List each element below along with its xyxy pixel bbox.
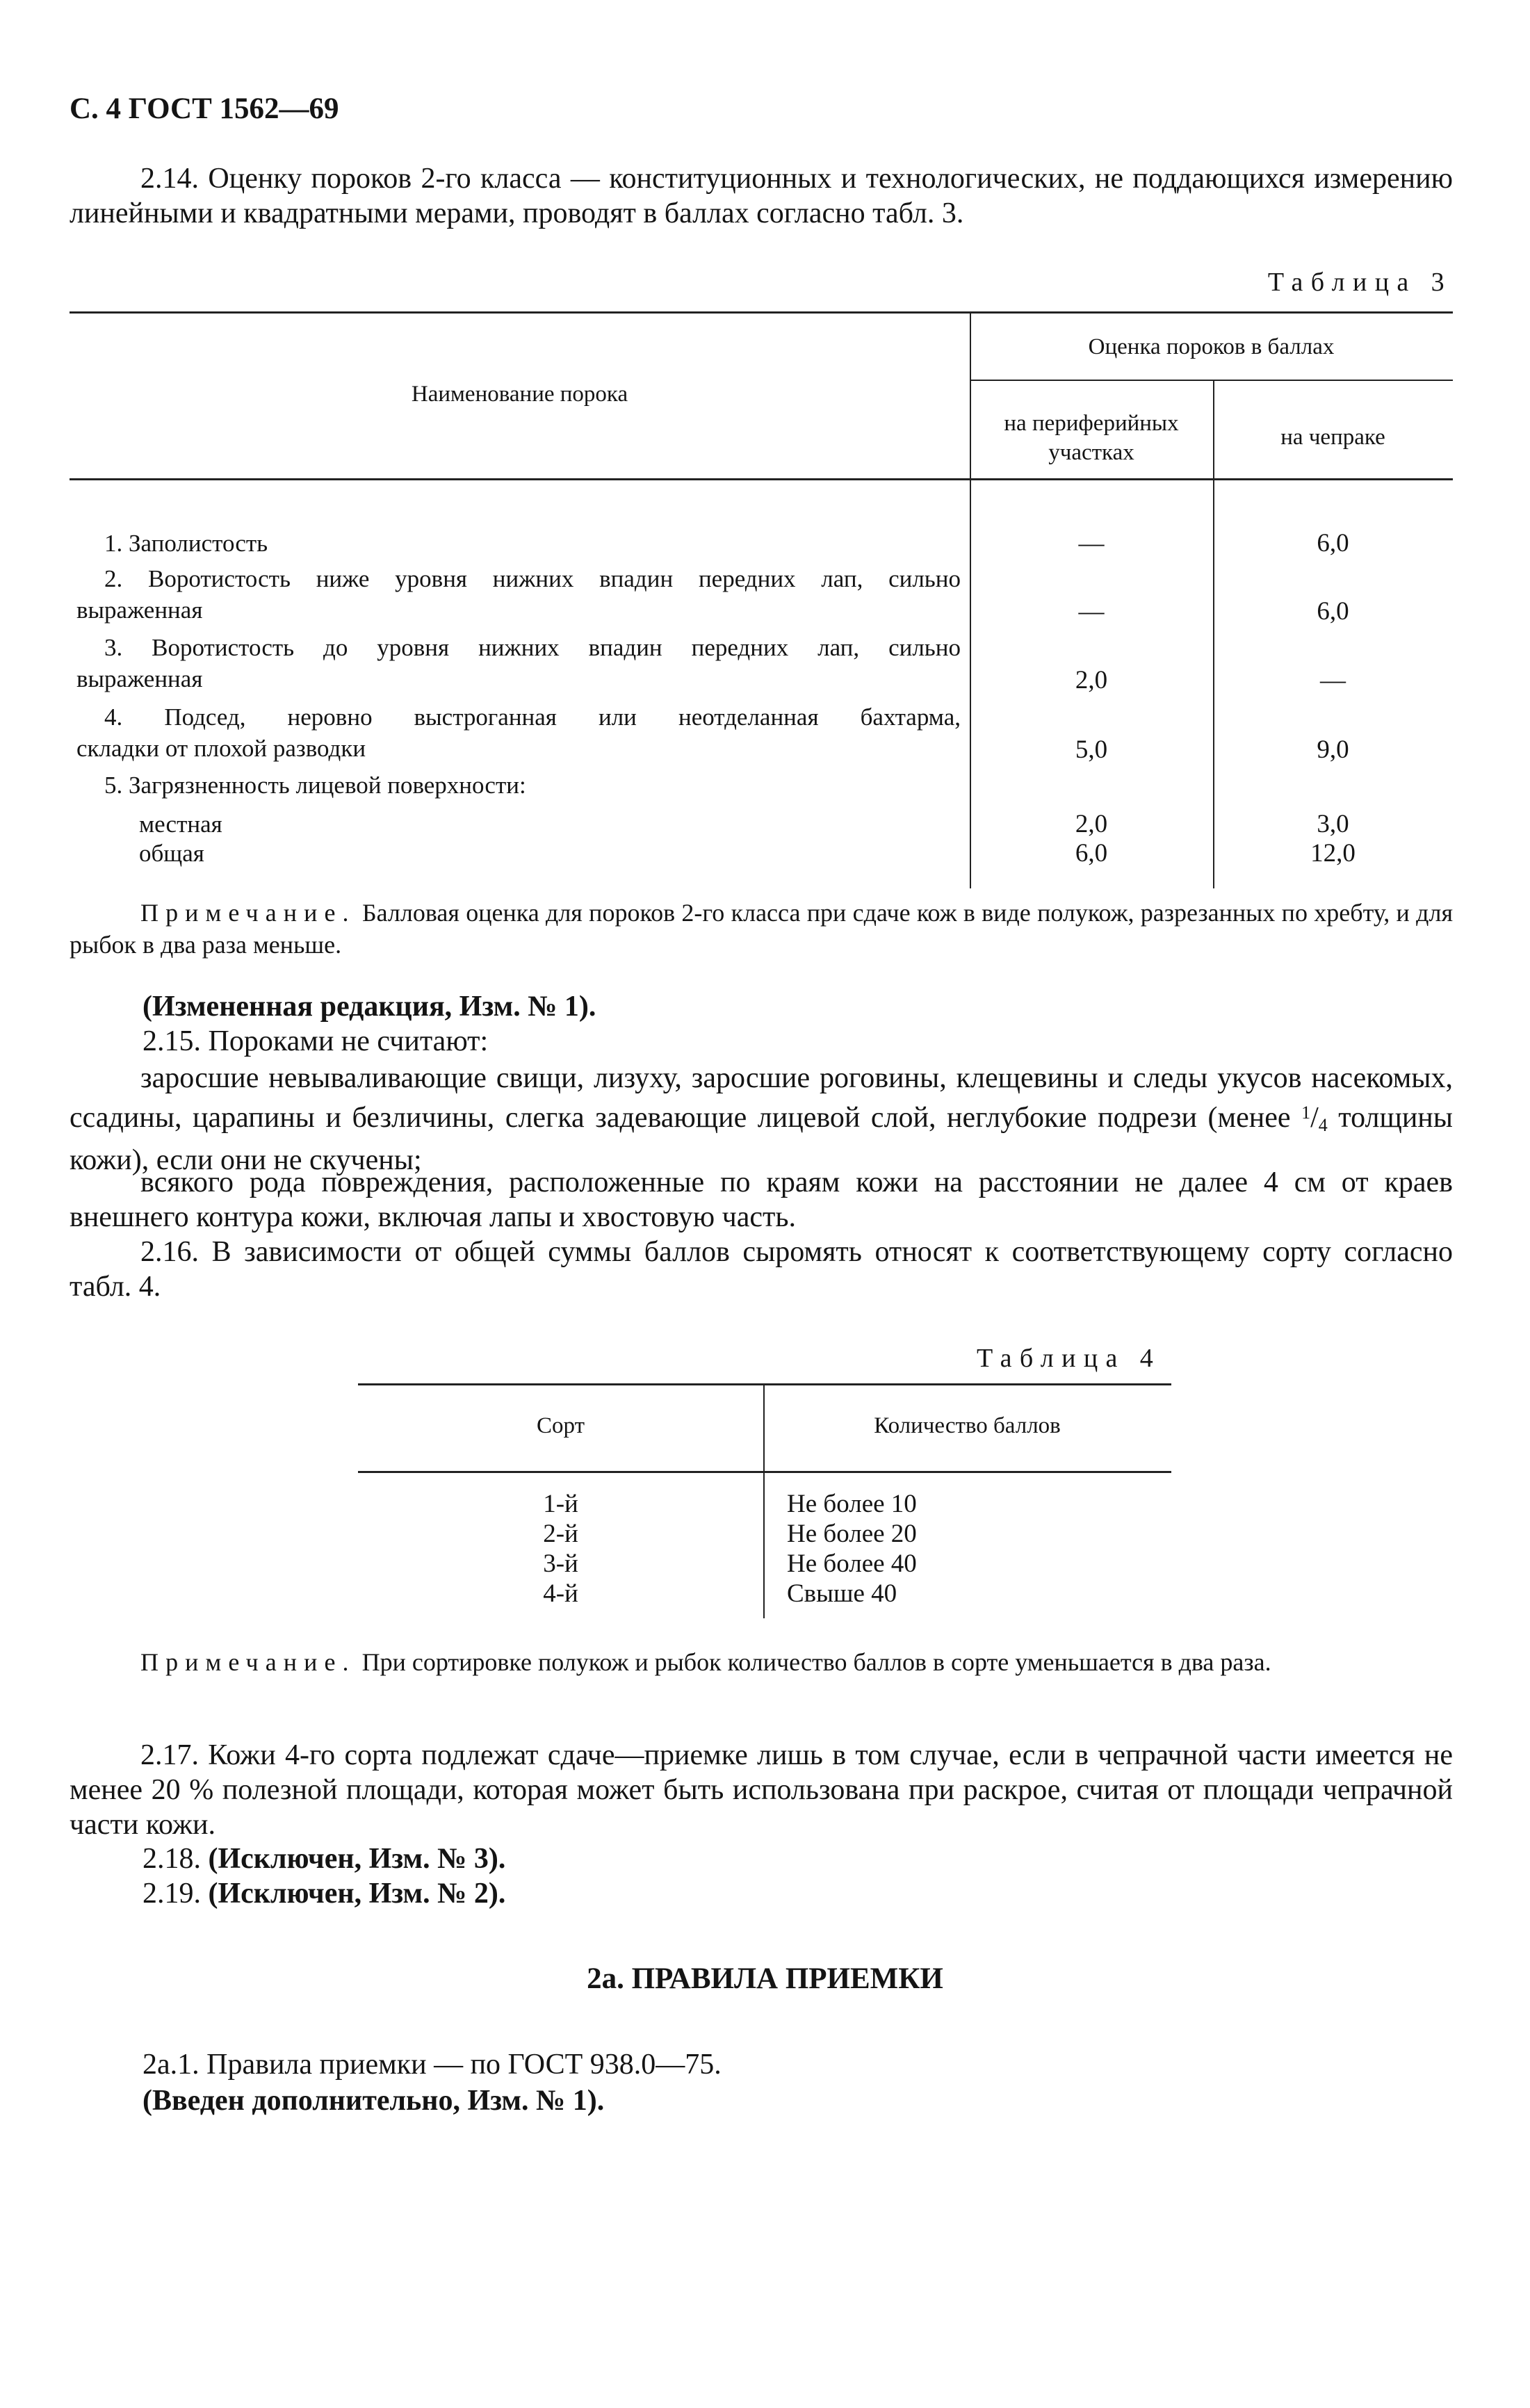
paragraph-2-19-text: (Исключен, Изм. № 2). [208,1878,506,1910]
amendment-note-2: (Введен дополнительно, Изм. № 1). [143,2085,605,2117]
table4-caption: Таблица 4 [977,1344,1162,1373]
paragraph-2a-1: 2а.1. Правила приемки — по ГОСТ 938.0—75. [143,2049,722,2081]
table3-caption: Таблица 3 [1267,268,1452,297]
table3-row2-periph: — [1078,597,1105,626]
page-header: С. 4 ГОСТ 1562—69 [70,92,339,125]
table3-row4-name-line1: 4. Подсед, неровно выстроганная или неотделанная бахтарма, [104,703,961,731]
table3-group-rule [970,380,1453,381]
table3 [70,311,1453,888]
table3-subrow1-periph: 2,0 [1075,810,1108,838]
paragraph-2-19 [143,1877,505,1910]
table3-row2-name-line2: выраженная [76,596,203,624]
table3-subrow2-chepr: 12,0 [1310,839,1356,868]
table4-col-points: Количество баллов [874,1413,1061,1438]
paragraph-2-16: 2.16. В зависимости от общей суммы баллов сыромять относят к соответствующему сорту согласно табл. 4. [70,1236,1453,1303]
fraction-numerator: 1 [1301,1103,1311,1123]
paragraph-2-17: 2.17. Кожи 4-го сорта подлежат сдаче—приемке лишь в том случае, если в чепрачной части имеется не менее 20 % полезной площади, которая может быть использована при раскрое, считая от площади чепрачной части кожи. [70,1739,1453,1841]
table3-note-label: Примечание. [140,899,356,927]
table3-note [70,897,1453,961]
paragraph-2-15: 2.15. Пороками не считают: [143,1025,489,1057]
table4-col-sort: Сорт [537,1413,585,1438]
table3-subrow2-periph: 6,0 [1075,839,1108,868]
table3-row3-periph: 2,0 [1075,666,1108,694]
paragraph-2-19-number: 2.19. [143,1878,209,1910]
table3-row3-name-line1: 3. Воротистость до уровня нижних впадин передних лап, сильно [104,634,961,661]
table3-note-text: Балловая оценка для пороков 2-го класса при сдаче кож в виде полукож, разрезанных по хребту, и для рыбок в два раза меньше. [70,899,1453,959]
table3-col-chepr: на чепраке [1280,425,1385,450]
table3-row1-name: 1. Заполистость [104,530,268,557]
table3-col-group: Оценка пороков в баллах [1088,334,1335,359]
table3-subrow2-label: общая [139,840,204,867]
table4-row2-sort: 2-й [543,1520,578,1548]
table4-row4-sort: 4-й [543,1579,578,1608]
table3-col-periph: на периферийных участках [1004,411,1179,465]
table3-subrow1-chepr: 3,0 [1317,810,1349,838]
table4 [358,1383,1171,1627]
table3-row5-name: 5. Загрязненность лицевой поверхности: [104,772,526,799]
paragraph-2-18 [143,1842,505,1876]
paragraph-2-15-a: заросшие невываливающие свищи, лизуху, заросшие роговины, клещевины и следы укусов насекомых, ссадины, царапины и безличины, слегка задевающие лицевой слой, неглубокие подрези (менее $^1/_4$ толщины кожи), если они не скучены; [70,1062,1454,1176]
fraction-denominator: 4 [1318,1115,1328,1135]
table4-row1-sort: 1-й [543,1490,578,1518]
paragraph-2-18-number: 2.18. [143,1843,209,1875]
table3-row1-periph: — [1078,529,1105,558]
table3-row2-name-line1: 2. Воротистость ниже уровня нижних впадин передних лап, сильно [104,565,961,592]
table4-top-rule [358,1383,1171,1385]
table3-row4-name-line2: складки от плохой разводки [76,735,366,762]
table4-row4-points: Свыше 40 [787,1579,897,1608]
table4-note-label: Примечание. [140,1648,356,1676]
table4-row1-points: Не более 10 [787,1490,917,1518]
paragraph-2-18-text: (Исключен, Изм. № 3). [208,1843,506,1875]
table3-row3-name-line2: выраженная [76,665,203,692]
paragraph-2-14: 2.14. Оценку пороков 2-го класса — конституционных и технологических, не поддающихся измерению линейными и квадратными мерами, проводят в баллах согласно табл. 3. [70,163,1453,229]
table3-header-rule [70,478,1453,480]
table3-top-rule [70,311,1453,314]
table4-row2-points: Не более 20 [787,1520,917,1548]
paragraph-2-15-a-text1: заросшие невываливающие свищи, лизуху, заросшие роговины, клещевины и следы укусов насекомых, ссадины, царапины и безличины, слегка задевающие лицевой слой, неглубокие подрези (менее [70,1062,1453,1134]
table4-note [70,1646,1453,1678]
table4-row3-sort: 3-й [543,1549,578,1578]
paragraph-2-15-a-text2: толщины кожи), если они не скучены; [70,1102,1454,1176]
section-title-2a: 2а. ПРАВИЛА ПРИЕМКИ [587,1962,943,1995]
table3-row4-chepr: 9,0 [1317,735,1349,764]
table3-row4-periph: 5,0 [1075,735,1108,764]
table4-note-text: При сортировке полукож и рыбок количество баллов в сорте уменьшается в два раза. [355,1648,1271,1676]
table4-row3-points: Не более 40 [787,1549,917,1578]
paragraph-2-15-b: всякого рода повреждения, расположенные по краям кожи на расстоянии не далее 4 см от краев внешнего контура кожи, включая лапы и хвостовую часть. [70,1166,1453,1233]
table3-row3-chepr: — [1320,666,1346,694]
table4-header-rule [358,1471,1171,1473]
table3-subrow1-label: местная [139,811,222,838]
table3-row2-chepr: 6,0 [1317,597,1349,626]
table3-row1-chepr: 6,0 [1317,529,1349,558]
amendment-note-1: (Измененная редакция, Изм. № 1). [143,991,596,1023]
table3-col-name: Наименование порока [411,382,628,407]
